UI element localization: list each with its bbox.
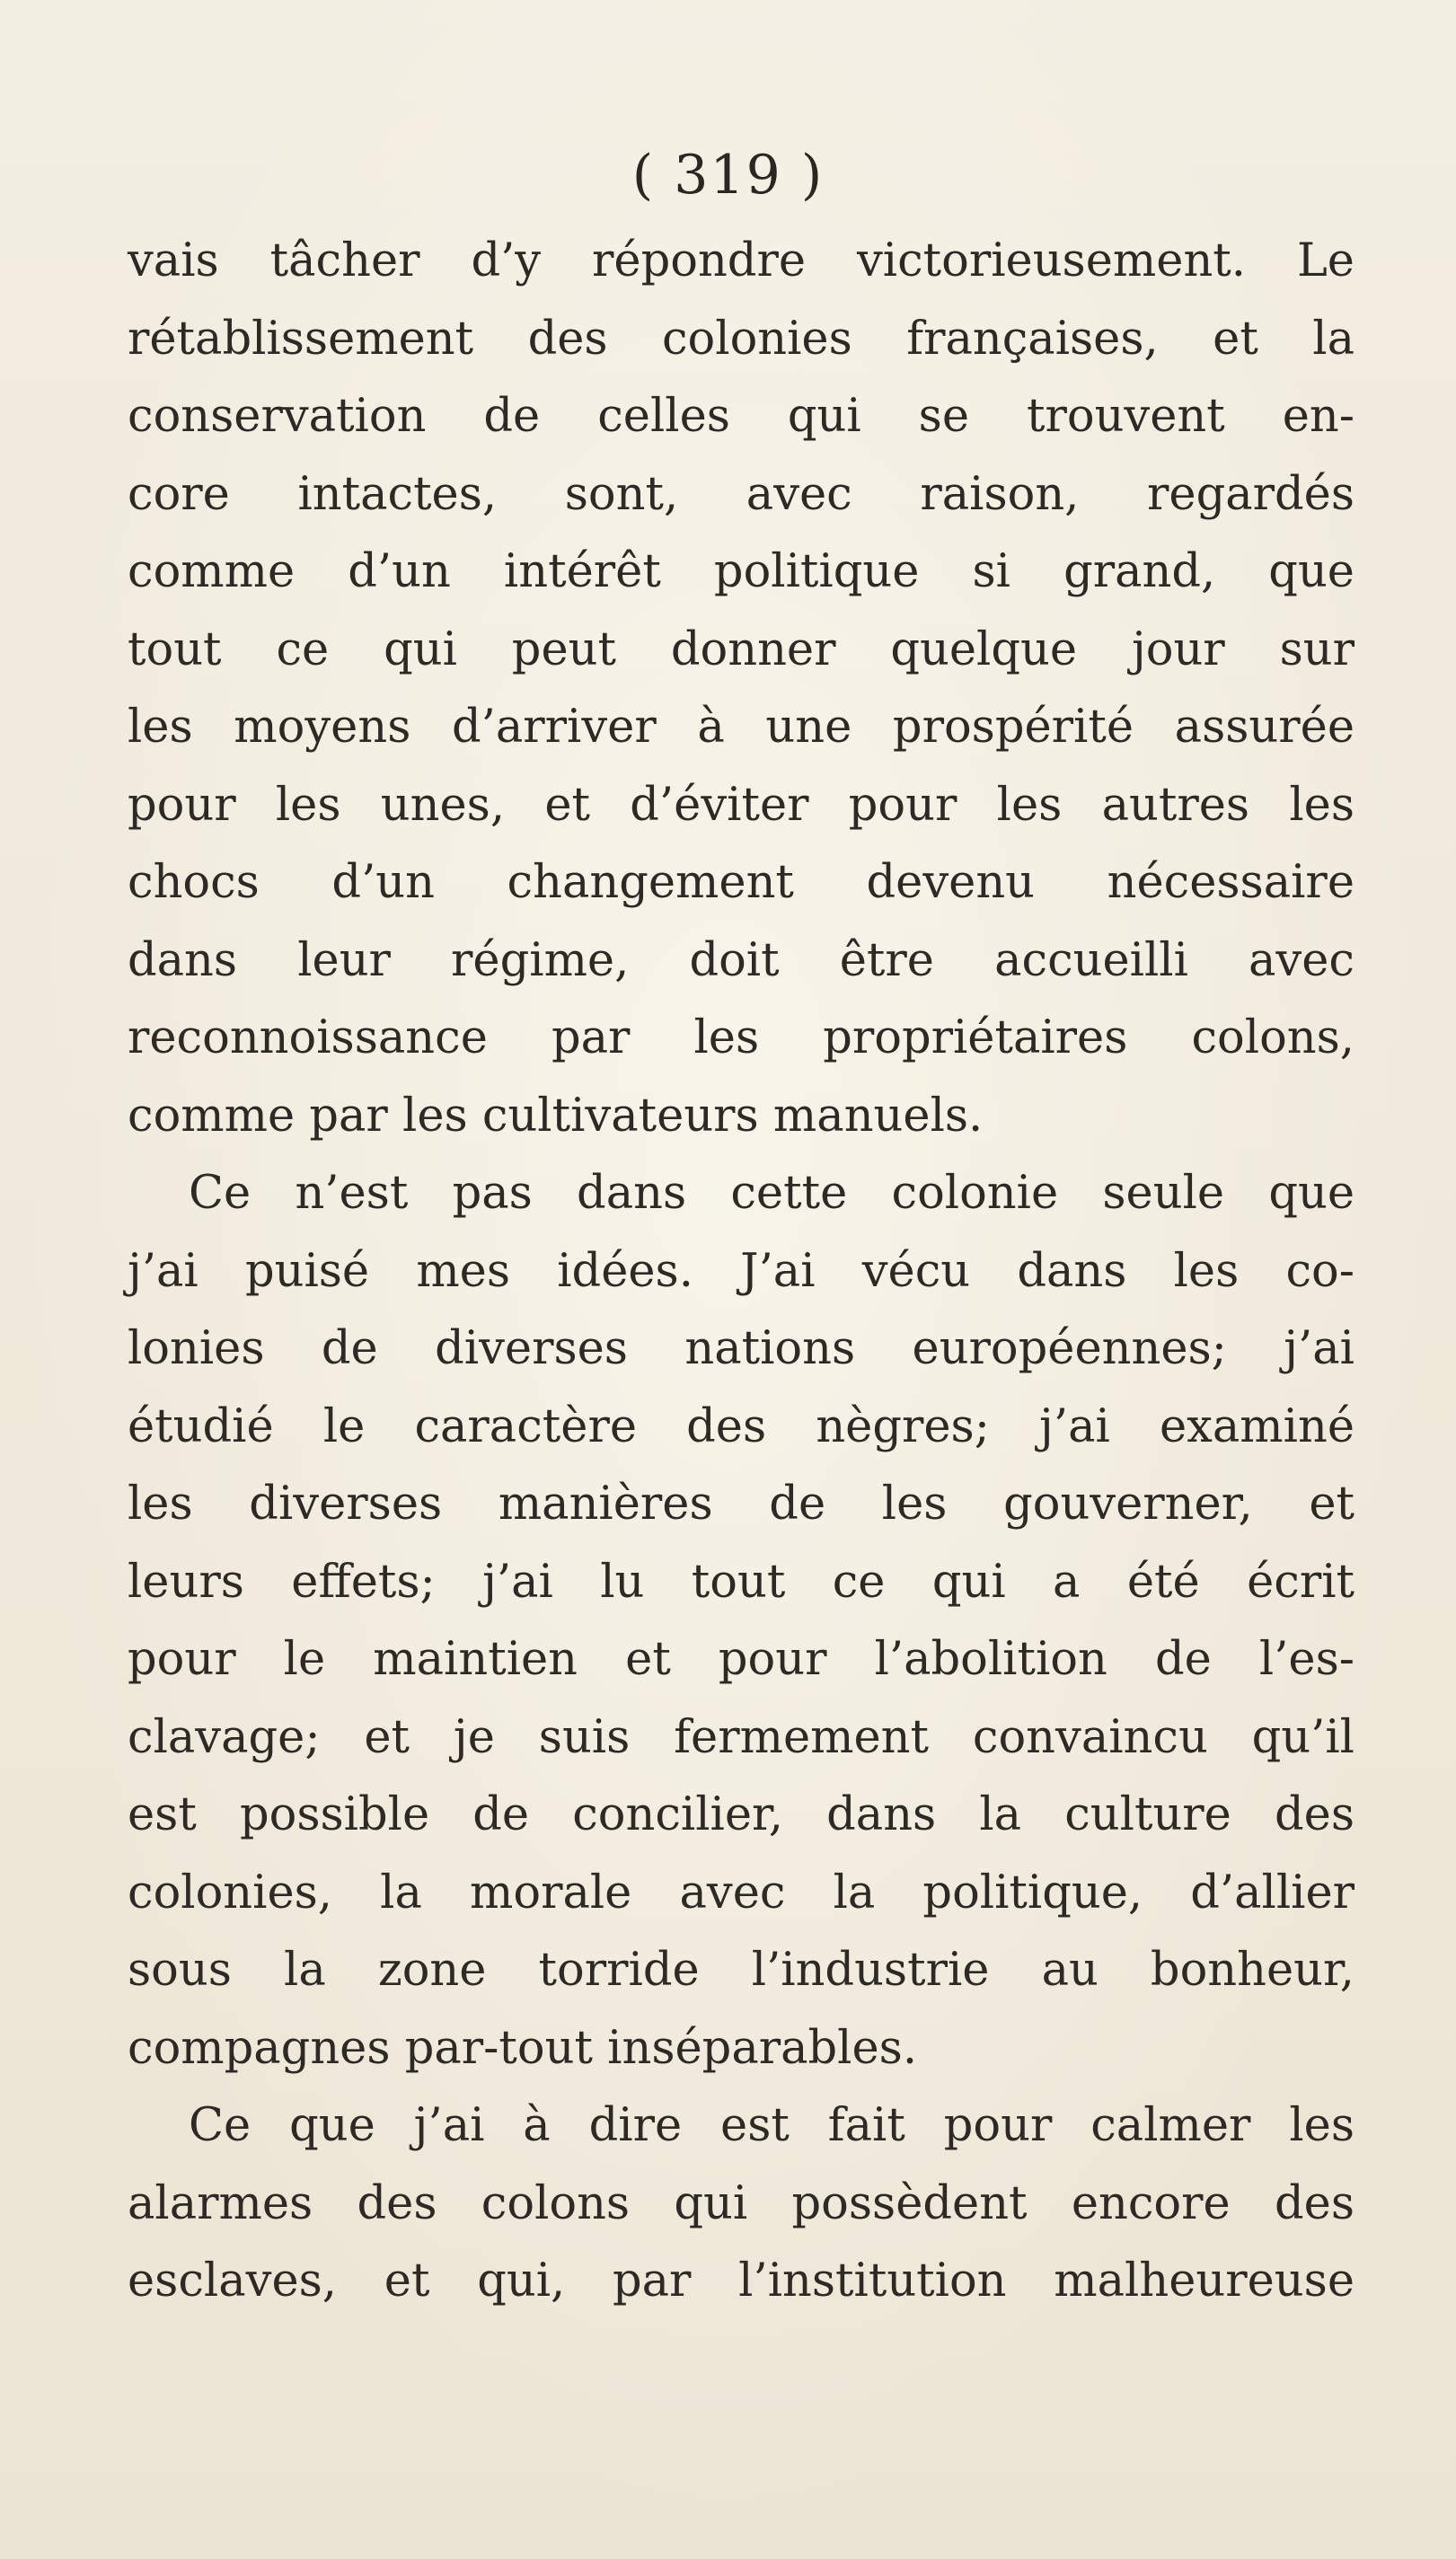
paragraph bbox=[128, 223, 1355, 1155]
text-line: chocs d’un changement devenu nécessaire bbox=[128, 856, 1355, 909]
text-line: j’ai puisé mes idées. J’ai vécu dans les co- bbox=[128, 1244, 1355, 1298]
paragraph bbox=[128, 1155, 1355, 2087]
text-line: comme par les cultivateurs manuels. bbox=[128, 1089, 984, 1143]
text-line: sous la zone torride l’industrie au bonheur, bbox=[128, 1944, 1355, 1997]
page-number: ( 319 ) bbox=[631, 144, 825, 207]
text-line: Ce n’est pas dans cette colonie seule que bbox=[189, 1167, 1355, 1220]
text-line: core intactes, sont, avec raison, regardés bbox=[128, 467, 1355, 521]
text-line: esclaves, et qui, par l’institution malheureuse bbox=[128, 2255, 1355, 2308]
text-line: alarmes des colons qui possèdent encore des bbox=[128, 2176, 1355, 2230]
text-line: pour le maintien et pour l’abolition de l’es- bbox=[128, 1633, 1355, 1686]
text-line: vais tâcher d’y répondre victorieusement. Le bbox=[128, 234, 1355, 287]
text-line: leurs effets; j’ai lu tout ce qui a été écrit bbox=[128, 1555, 1355, 1609]
text-line: pour les unes, et d’éviter pour les autres les bbox=[128, 778, 1355, 832]
text-line: les moyens d’arriver à une prospérité assurée bbox=[128, 701, 1355, 754]
text-line: colonies, la morale avec la politique, d’allier bbox=[128, 1866, 1355, 1919]
text-line: tout ce qui peut donner quelque jour sur bbox=[128, 622, 1355, 676]
text-line: est possible de concilier, dans la culture des bbox=[128, 1788, 1355, 1841]
text-line: compagnes par-tout inséparables. bbox=[128, 2021, 918, 2075]
paragraph bbox=[128, 2087, 1355, 2321]
text-line: rétablissement des colonies françaises, et la bbox=[128, 312, 1355, 366]
text-line: les diverses manières de les gouverner, et bbox=[128, 1478, 1355, 1531]
text-line: Ce que j’ai à dire est fait pour calmer les bbox=[189, 2099, 1355, 2152]
text-line: reconnoissance par les propriétaires colons, bbox=[128, 1011, 1355, 1064]
text-line: conservation de celles qui se trouvent en- bbox=[128, 390, 1355, 443]
text-line: dans leur régime, doit être accueilli avec bbox=[128, 933, 1355, 987]
text-line: lonies de diverses nations européennes; j’ai bbox=[128, 1322, 1355, 1375]
text-line: clavage; et je suis fermement convaincu qu’il bbox=[128, 1710, 1355, 1764]
text-line: étudié le caractère des nègres; j’ai examiné bbox=[128, 1399, 1355, 1453]
text-line: comme d’un intérêt politique si grand, que bbox=[128, 545, 1355, 598]
body-text bbox=[128, 223, 1355, 2321]
